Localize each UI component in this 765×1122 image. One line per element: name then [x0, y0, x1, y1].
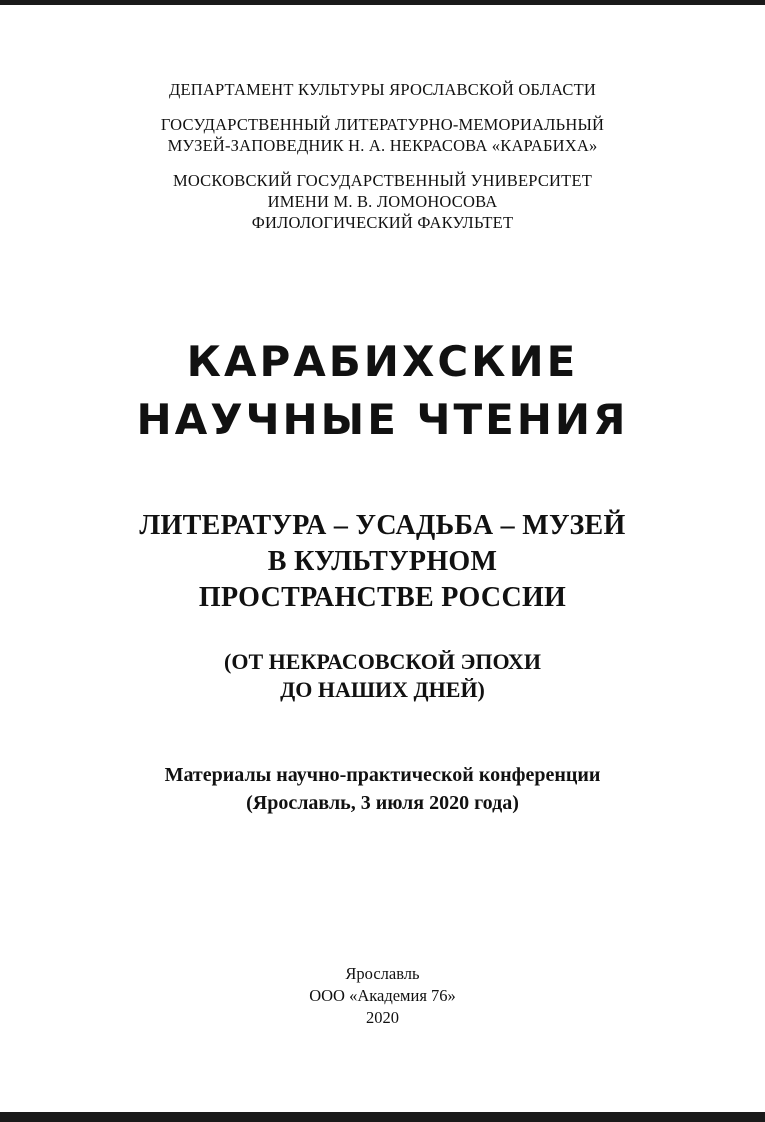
organization-block-department — [0, 79, 765, 100]
conference-materials-line: Материалы научно-практической конференции — [164, 764, 601, 786]
organization-line: МУЗЕЙ-ЗАПОВЕДНИК Н. А. НЕКРАСОВА «КАРАБИХА» — [167, 136, 598, 155]
organization-block-museum — [0, 114, 765, 156]
top-border-bar — [0, 0, 765, 5]
period-note — [0, 648, 765, 704]
period-note-line: (ОТ НЕКРАСОВСКОЙ ЭПОХИ — [224, 649, 541, 674]
organization-block-university — [0, 170, 765, 233]
imprint-year: 2020 — [366, 1008, 399, 1027]
imprint-publisher: ООО «Академия 76» — [309, 986, 456, 1005]
organization-line: ФИЛОЛОГИЧЕСКИЙ ФАКУЛЬТЕТ — [251, 213, 514, 232]
book-subtitle-line: ПРОСТРАНСТВЕ РОССИИ — [198, 582, 567, 613]
book-title-line: КАРАБИХСКИЕ — [186, 337, 579, 386]
publication-imprint — [0, 963, 765, 1029]
organization-line: ИМЕНИ М. В. ЛОМОНОСОВА — [267, 192, 498, 211]
period-note-line: ДО НАШИХ ДНЕЙ) — [280, 677, 485, 702]
conference-materials-line: (Ярославль, 3 июля 2020 года) — [246, 792, 519, 814]
book-title-line: НАУЧНЫЕ ЧТЕНИЯ — [136, 395, 629, 444]
organization-line: ДЕПАРТАМЕНТ КУЛЬТУРЫ ЯРОСЛАВСКОЙ ОБЛАСТИ — [169, 80, 596, 99]
imprint-city: Ярославль — [345, 964, 420, 983]
organization-line: ГОСУДАРСТВЕННЫЙ ЛИТЕРАТУРНО-МЕМОРИАЛЬНЫЙ — [160, 115, 605, 134]
book-subtitle — [0, 508, 765, 616]
organization-line: МОСКОВСКИЙ ГОСУДАРСТВЕННЫЙ УНИВЕРСИТЕТ — [172, 171, 593, 190]
book-subtitle-line: В КУЛЬТУРНОМ — [267, 546, 498, 577]
book-title — [0, 333, 765, 449]
book-subtitle-line: ЛИТЕРАТУРА – УСАДЬБА – МУЗЕЙ — [139, 510, 626, 541]
bottom-border-bar — [0, 1112, 765, 1122]
conference-materials — [0, 761, 765, 817]
